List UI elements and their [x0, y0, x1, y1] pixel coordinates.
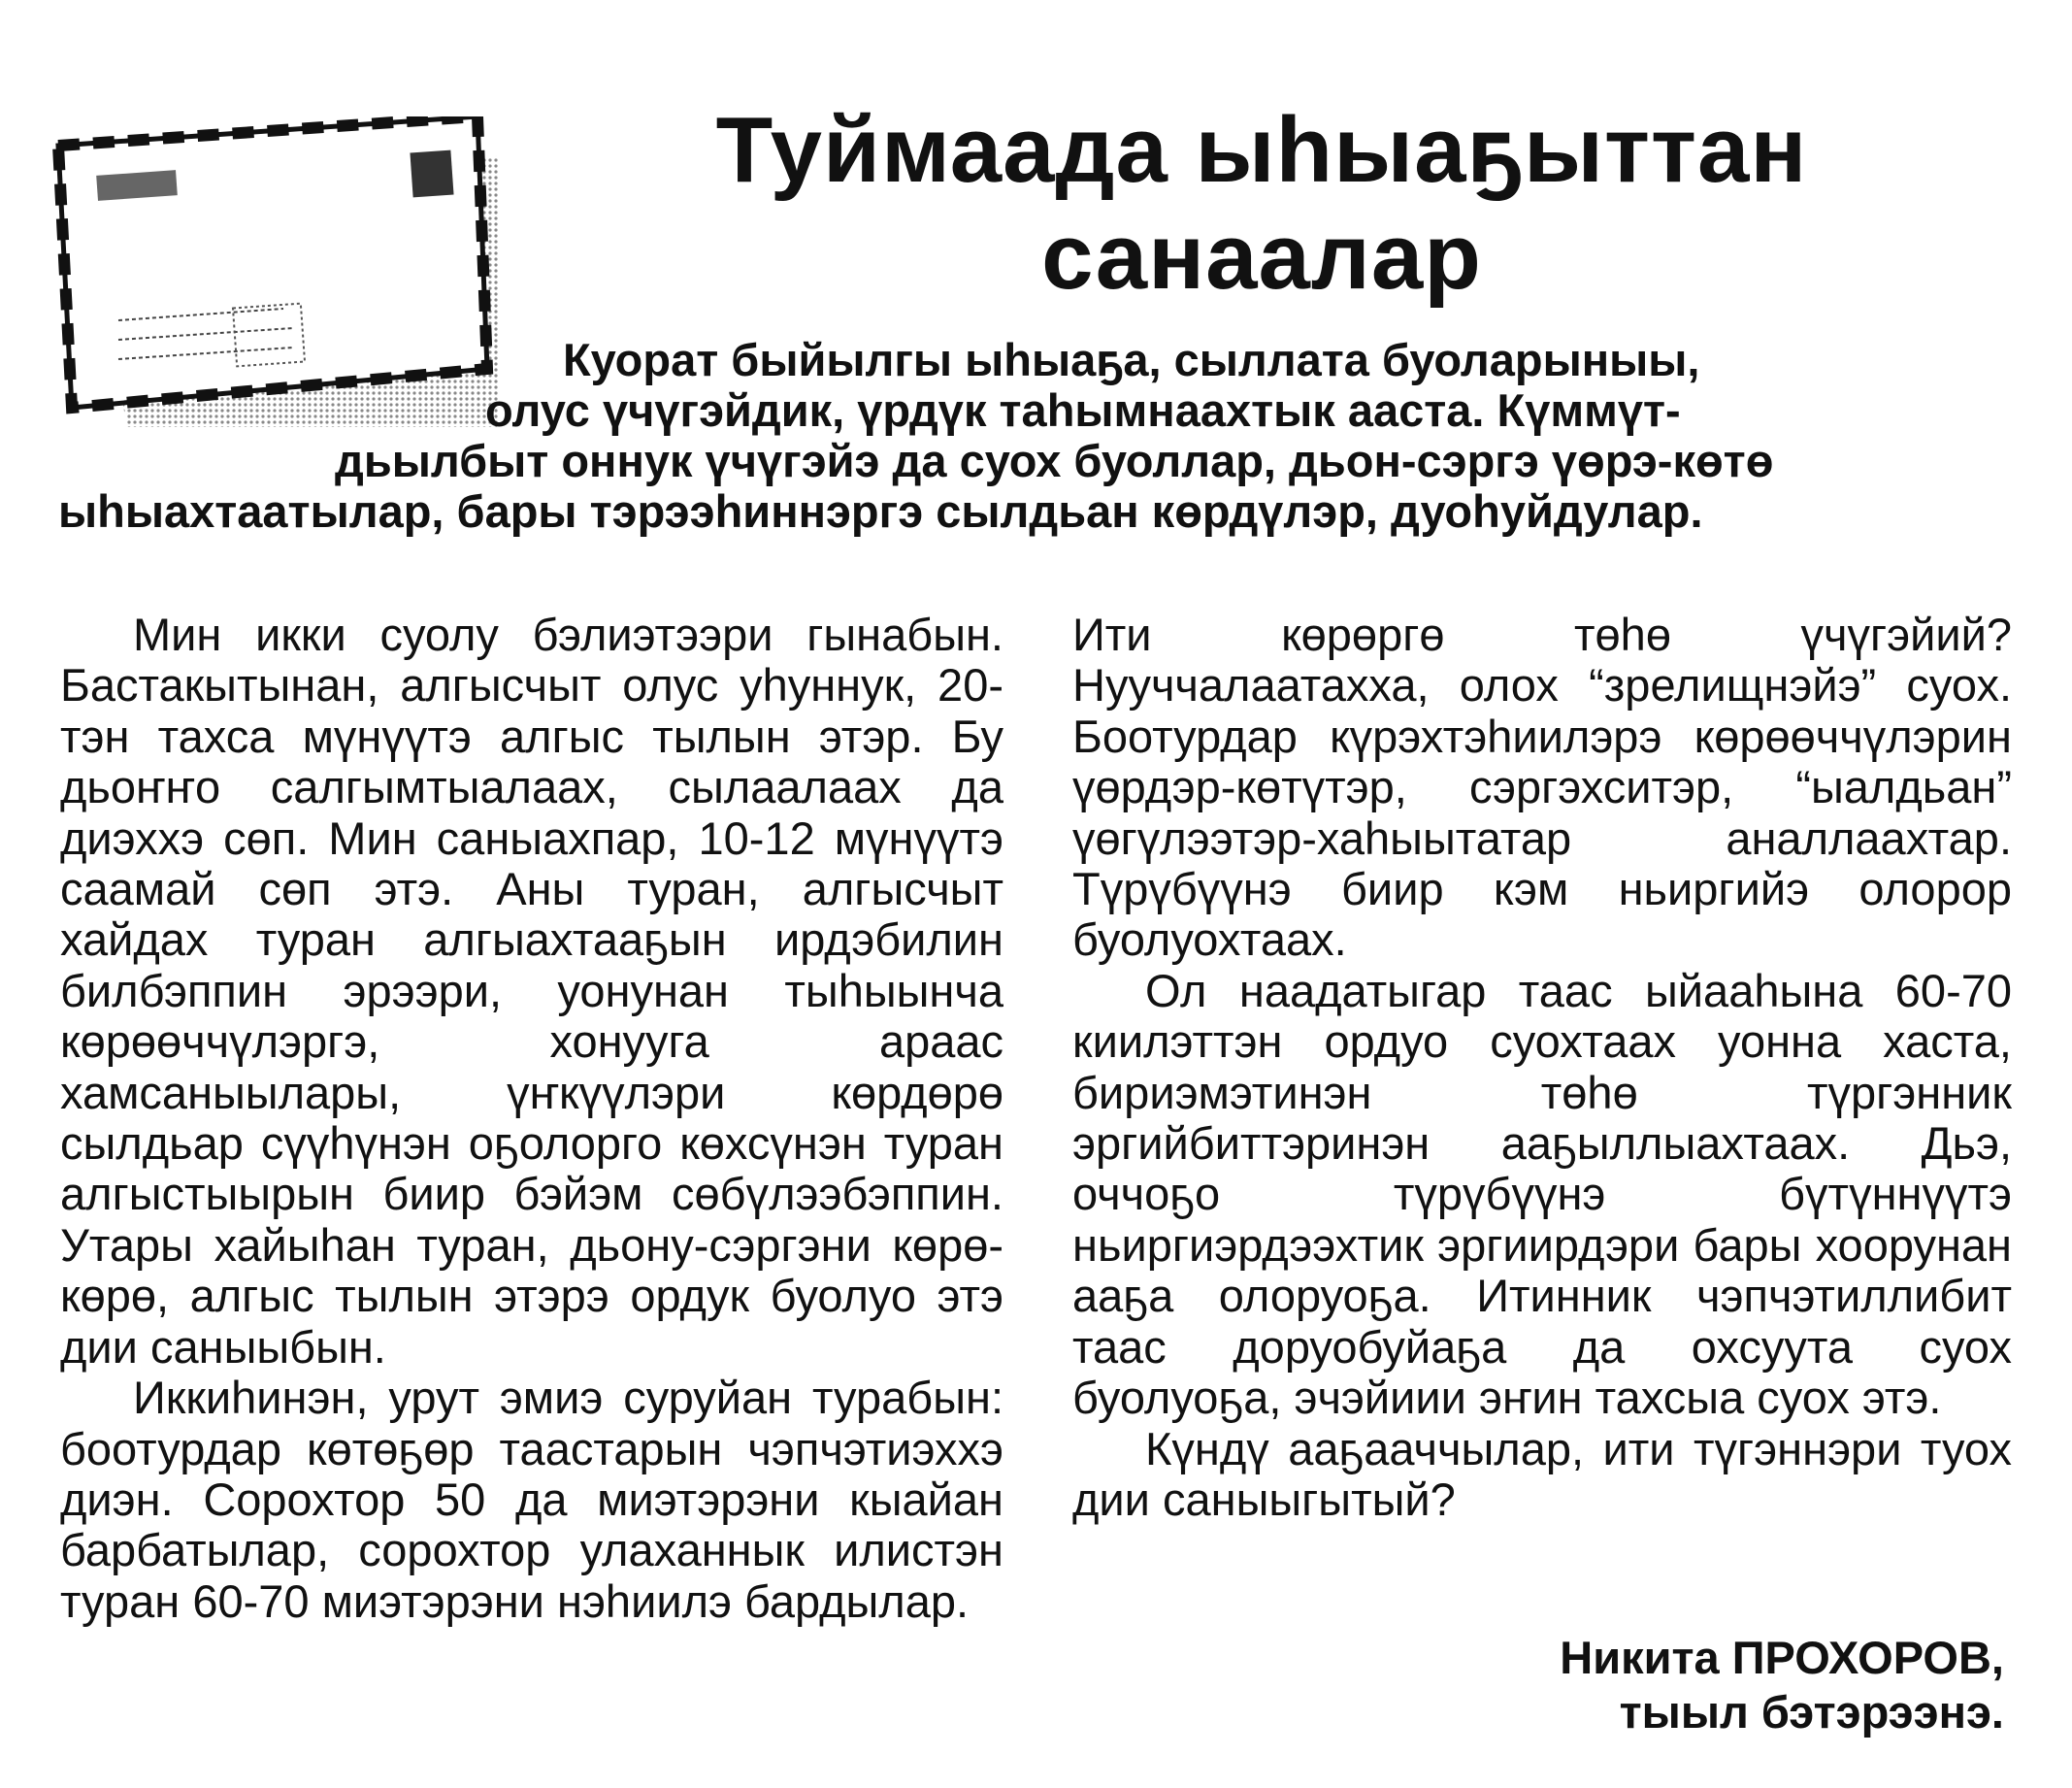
lead-paragraph: [58, 335, 1994, 537]
body-paragraph: Ол наадатыгар таас ыйааhына 60-70 киилэттэн ордуо суохтаах уонна хаста, бириэмэтинэн төhө түргэнник эргийбиттэринэн ааҕыллыахтаах. Дьэ, оччоҕо түрүбүүнэ бүтүннүүтэ ньиргиэрдээхтик эргиирдэри бары хоорунан ааҕа олоруоҕа. Итинник чэпчэтиллибит таас доруобуйаҕа да охсуута суох буолуоҕа, эчэйиии эҥин тахсыа суох этэ.: [1072, 964, 2012, 1424]
lead-line-3: дьылбыт оннук үчүгэйэ да суох буоллар, дьон-сэргэ үөрэ-көтө: [335, 435, 1774, 486]
body-paragraph: Мин икки суолу бэлиэтээри гынабын. Бастакытынан, алгысчыт олус уhуннук, 20-тэн тахса мүнүүтэ алгыс тылын этэр. Бу дьоҥҥо салгымтыалаах, сылаалаах да диэххэ сөп. Мин саныахпар, 10-12 мүнүүтэ саамай сөп этэ. Аны туран, алгысчыт хайдах туран алгыахтааҕын ирдэбилин билбэппин эрээри, уонунан тыhыынча көрөөччүлэргэ, хонууга араас хамсаныылары, үҥкүүлэри көрдөрө сылдьар сүүhүнэн оҕолорго көхсүнэн туран алгыстыырын биир бэйэм сөбүлээбэппин. Утары хайыhан туран, дьону-сэргэни көрө-көрө, алгыс тылын этэрэ ордук буолуо этэ дии саныыбын.: [60, 609, 1003, 1373]
lead-line-2: олус үчүгэйдик, үрдүк таhымнаахтык ааста. Күммүт-: [485, 384, 1681, 436]
body-paragraph: Күндү ааҕааччылар, ити түгэннэри туох дии саныыгытый?: [1072, 1422, 2012, 1525]
author-title: тыыл бэтэрээнэ.: [1619, 1686, 2004, 1738]
headline-line-1: Туймаада ыhыаҕыттан: [715, 98, 1808, 202]
author-name: Никита ПРОХОРОВ,: [1560, 1632, 2004, 1683]
article-column-right: [1072, 610, 2012, 1525]
lead-line-1: Куорат быйылгы ыhыаҕа, сыллата буоларыныы,: [563, 334, 1700, 385]
body-paragraph: Ити көрөргө төhө үчүгэйий? Нууччалаатахха, олох “зрелищнэйэ” суох. Боотурдар күрэхтэhиилэрэ көрөөччүлэрин үөрдэр-көтүтэр, сэргэхситэр, “ыалдьан” үөгүлээтэр-хаhыытатар аналлаахтар. Түрүбүүнэ биир кэм ньиргийэ олорор буолуохтаах.: [1072, 609, 2012, 966]
lead-line-4: ыhыахтаатылар, бары тэрээhиннэргэ сылдьан көрдүлэр, дуоhуйдулар.: [58, 485, 1703, 537]
body-paragraph: Иккиhинэн, урут эмиэ суруйан турабын: боотурдар көтөҕөр таастарын чэпчэтиэххэ диэн. Сорохтор 50 да миэтэрэни кыайан барбатылар, сорохтор улаханнык илистэн туран 60-70 миэтэрэни нэhиилэ бардылар.: [60, 1372, 1003, 1627]
author-signature: [1560, 1631, 2004, 1739]
headline: [543, 97, 1980, 311]
headline-line-2: санаалар: [1041, 205, 1482, 309]
article-column-left: [60, 610, 1003, 1627]
